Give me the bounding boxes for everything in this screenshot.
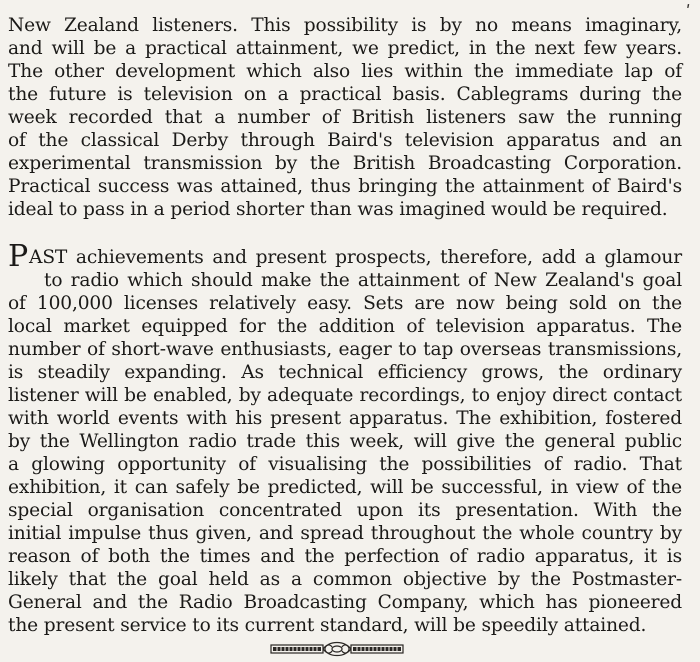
text-line: General and the Radio Broadcasting Company, which has pioneered (8, 592, 682, 613)
text-line: initial impulse thus given, and spread throughout the whole country by (8, 523, 682, 544)
first-line-text: AST achievements and present prospects, therefore, add a glamour (29, 247, 682, 268)
text-line: week recorded that a number of British listeners saw the running (8, 107, 682, 128)
text-line: New Zealand listeners. This possibility is by no means imaginary, (8, 15, 682, 36)
text-line: reason of both the times and the perfection of radio apparatus, it is (8, 546, 682, 567)
text-line: experimental transmission by the British Broadcasting Corporation. (8, 153, 682, 174)
text-line: of 100,000 licenses relatively easy. Sets are now being sold on the (8, 293, 682, 314)
paragraph-1 (8, 14, 682, 221)
text-line: listener will be enabled, by adequate recordings, to enjoy direct contact (8, 385, 682, 406)
text-line: and will be a practical attainment, we predict, in the next few years. (8, 38, 682, 59)
text-line: to radio which should make the attainment of New Zealand's goal (44, 270, 682, 291)
text-line: ideal to pass in a period shorter than was imagined would be required. (8, 199, 668, 220)
paragraph-2 (8, 239, 682, 637)
text-line: exhibition, it can safely be predicted, will be successful, in view of the (8, 477, 682, 498)
text-line: likely that the goal held as a common objective by the Postmaster- (8, 569, 682, 590)
text-line: the future is television on a practical basis. Cablegrams during the (8, 84, 682, 105)
text-line: of the classical Derby through Baird's television apparatus and an (8, 130, 682, 151)
text-line: with world events with his present apparatus. The exhibition, fostered (8, 408, 682, 429)
text-line: a glowing opportunity of visualising the possibilities of radio. That (8, 454, 682, 475)
article-column (8, 14, 682, 637)
decorative-rule-ornament-icon (270, 641, 404, 657)
text-line: is steadily expanding. As technical efficiency grows, the ordinary (8, 362, 682, 383)
text-line: the present service to its current standard, will be speedily attained. (8, 615, 647, 636)
corner-ink-mark-icon: ʹ (686, 2, 691, 21)
text-line-first (8, 239, 682, 274)
text-line: by the Wellington radio trade this week, will give the general public (8, 431, 682, 452)
text-line: Practical success was attained, thus bringing the attainment of Baird's (8, 176, 682, 197)
text-line: number of short-wave enthusiasts, eager to tap overseas transmissions, (8, 339, 682, 360)
text-line: special organisation concentrated upon its presentation. With the (8, 500, 682, 521)
drop-cap: P (8, 239, 29, 274)
text-line: local market equipped for the addition of television apparatus. The (8, 316, 682, 337)
text-line: The other development which also lies within the immediate lap of (8, 61, 682, 82)
